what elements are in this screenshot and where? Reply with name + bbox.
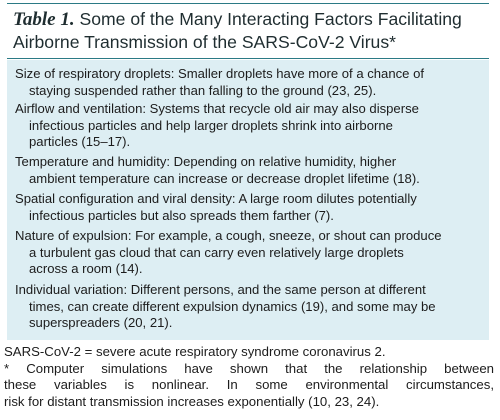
factor-line: particles (15–17). [29,134,131,149]
factor-entry [15,191,485,224]
abbreviation-note: SARS-CoV-2 = severe acute respiratory syndrome coronavirus 2. [4,344,386,359]
footnote-line: * Computer simulations have shown that the relationship between [4,360,494,376]
table-footnotes [4,344,494,410]
factor-line: infectious particles and help larger droplets shrink into airborne [29,117,393,133]
table-title [13,8,488,53]
footnote-line: these variables is nonlinear. In some environmental circumstances, [4,377,494,392]
factor-line: times, can create different expulsion dynamics (19), and some may be [29,298,436,314]
factor-line: Size of respiratory droplets: Smaller droplets have more of a chance of [15,66,425,81]
factor-line: superspreaders (20, 21). [29,315,173,330]
factor-line: Airflow and ventilation: Systems that recycle old air may also disperse [15,101,419,116]
factor-line: ambient temperature can increase or decrease droplet lifetime (18). [29,170,420,186]
table-title-line2: Airborne Transmission of the SARS-CoV-2 Virus* [13,32,396,52]
factor-entry [15,228,485,278]
factor-entry [15,282,485,332]
factor-line: across a room (14). [29,261,143,276]
factor-entry [15,66,485,99]
factors-panel [7,60,489,340]
factor-entry [15,101,485,151]
factor-line: staying suspended rather than falling to the ground (23, 25). [29,82,377,98]
factor-line: Temperature and humidity: Depending on relative humidity, higher [15,154,397,169]
factor-line: Spatial configuration and viral density: A large room dilutes potentially [15,191,417,206]
table-title-line1: Some of the Many Interacting Factors Facilitating [79,9,462,29]
factor-entry [15,154,485,187]
factor-line: Individual variation: Different persons, and the same person at different [15,282,426,297]
factor-line: a turbulent gas cloud that can carry even relatively large droplets [29,244,404,260]
factor-line: Nature of expulsion: For example, a cough, sneeze, or shout can produce [15,228,442,243]
table-header [7,3,489,59]
table-label: Table 1. [13,9,75,30]
footnote-line: risk for distant transmission increases exponentially (10, 23, 24). [4,393,380,409]
factor-line: infectious particles but also spreads them farther (7). [29,207,334,223]
